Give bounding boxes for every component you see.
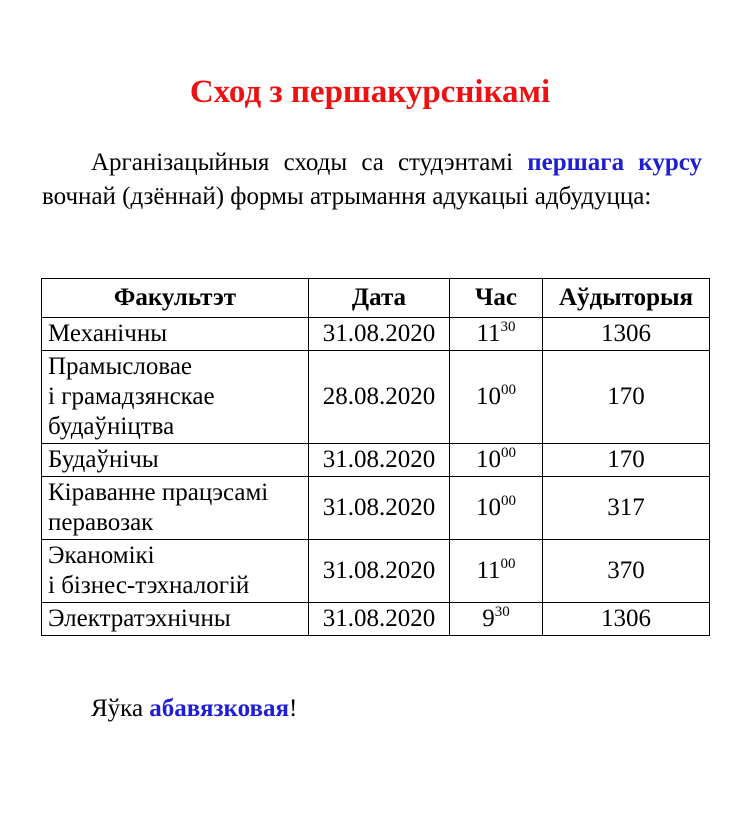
faculty-line: Механічны — [48, 320, 168, 347]
time-hour: 10 — [476, 383, 501, 410]
cell-time — [450, 318, 543, 351]
time-minutes: 00 — [501, 382, 516, 398]
cell-date: 28.08.2020 — [309, 351, 450, 444]
time-minutes: 30 — [500, 319, 516, 335]
table-row — [42, 477, 710, 540]
table-row — [42, 318, 710, 351]
cell-time — [450, 477, 543, 540]
faculty-line: Будаўнічы — [48, 446, 159, 473]
page-title: Сход з першакурснікамі — [189, 74, 551, 110]
cell-faculty — [42, 477, 309, 540]
cell-time — [450, 351, 543, 444]
schedule-table — [41, 278, 710, 636]
note-text-before: Яўка — [91, 695, 144, 722]
cell-time — [450, 444, 543, 477]
faculty-line: Кіраванне працэсамі — [48, 479, 269, 506]
cell-date: 31.08.2020 — [309, 318, 450, 351]
cell-date: 31.08.2020 — [309, 540, 450, 603]
note-highlight: абавязковая — [149, 695, 290, 722]
cell-room: 317 — [543, 477, 710, 540]
intro-paragraph — [42, 146, 702, 214]
faculty-line: Электратэхнічны — [48, 605, 231, 632]
intro-text-before: Арганізацыйныя сходы са студэнтамі — [91, 149, 514, 176]
time-minutes: 00 — [500, 556, 516, 572]
cell-faculty — [42, 351, 309, 444]
faculty-line: перавозак — [48, 509, 154, 536]
time-hour: 10 — [476, 494, 501, 521]
faculty-line: Прамысловае — [48, 353, 193, 380]
table-row — [42, 351, 710, 444]
header-date: Дата — [309, 279, 450, 318]
cell-faculty — [42, 444, 309, 477]
cell-room: 170 — [543, 351, 710, 444]
time-hour: 9 — [482, 605, 495, 632]
cell-room: 370 — [543, 540, 710, 603]
cell-faculty — [42, 318, 309, 351]
time-hour: 11 — [476, 557, 501, 584]
cell-room: 170 — [543, 444, 710, 477]
time-hour: 11 — [476, 320, 501, 347]
cell-time — [450, 603, 543, 636]
time-hour: 10 — [476, 446, 501, 473]
note-text-after: ! — [289, 695, 298, 722]
table-row — [42, 540, 710, 603]
faculty-line: і бізнес-тэхналогій — [48, 572, 250, 599]
faculty-line: і грамадзянскае — [48, 383, 215, 410]
table-header-row — [42, 279, 710, 318]
cell-date: 31.08.2020 — [309, 603, 450, 636]
time-minutes: 30 — [494, 604, 510, 620]
intro-highlight: першага курсу — [527, 149, 702, 176]
faculty-line: будаўніцтва — [48, 413, 175, 440]
cell-date: 31.08.2020 — [309, 477, 450, 540]
intro-text-after: вочнай (дзённай) формы атрымання адукацыі адбудуцца: — [42, 183, 652, 210]
header-room: Аўдыторыя — [543, 279, 710, 318]
time-minutes: 00 — [501, 493, 516, 509]
table-row — [42, 603, 710, 636]
faculty-line: Эканомікі — [48, 542, 155, 569]
cell-faculty — [42, 603, 309, 636]
table-body — [42, 318, 710, 636]
cell-date: 31.08.2020 — [309, 444, 450, 477]
table-row — [42, 444, 710, 477]
time-minutes: 00 — [501, 445, 516, 461]
header-faculty: Факультэт — [42, 279, 309, 318]
header-time: Час — [450, 279, 543, 318]
cell-time — [450, 540, 543, 603]
attendance-note — [91, 692, 297, 726]
cell-room: 1306 — [543, 603, 710, 636]
cell-room: 1306 — [543, 318, 710, 351]
cell-faculty — [42, 540, 309, 603]
